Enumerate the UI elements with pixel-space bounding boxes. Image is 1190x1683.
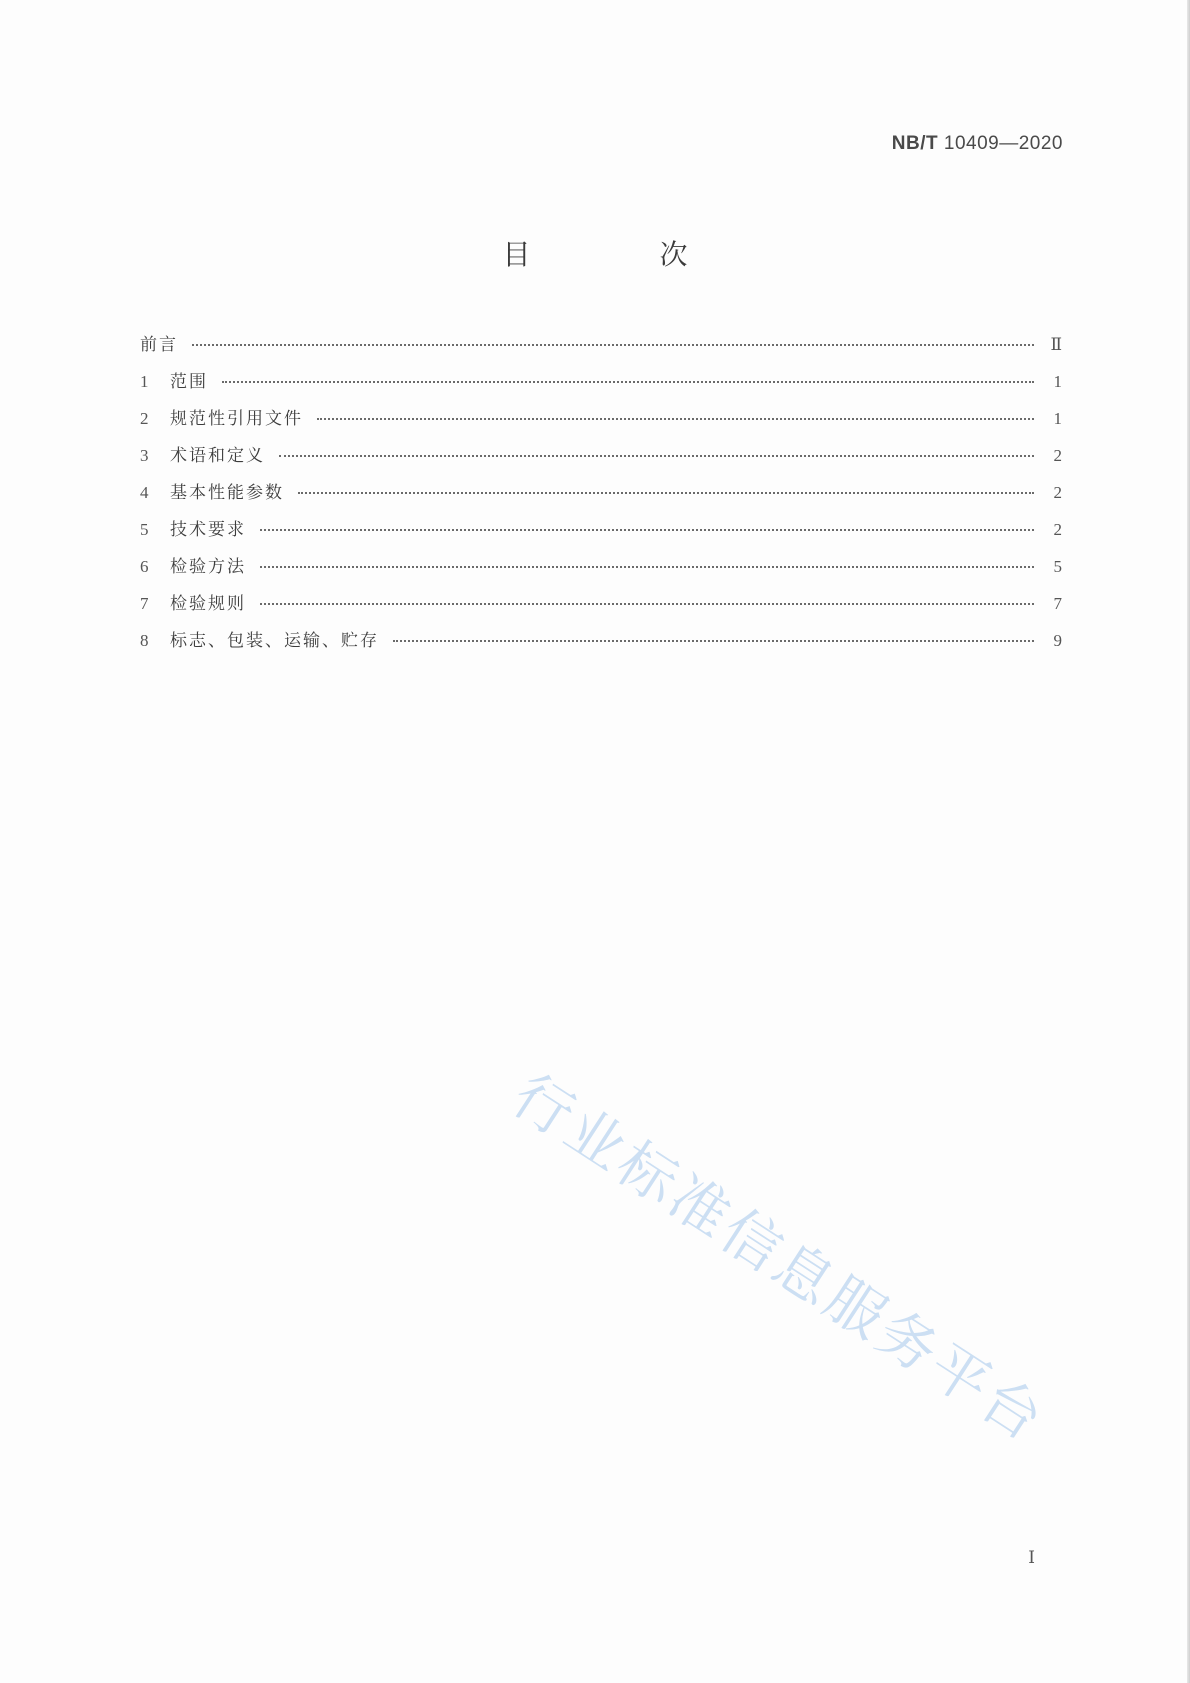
toc-entry-page: Ⅱ (1050, 335, 1062, 354)
toc-leader-dots (317, 418, 1034, 420)
table-of-contents (140, 330, 1062, 663)
document-code-number: 10409—2020 (943, 133, 1063, 154)
toc-leader-dots (393, 640, 1034, 642)
toc-entry-number: 1 (140, 372, 149, 391)
toc-leader-dots (192, 344, 1034, 346)
toc-entry-label: 技术要求 (170, 520, 246, 540)
toc-entry-foreword[interactable] (140, 330, 1062, 367)
toc-entry-page: 7 (1053, 594, 1062, 613)
toc-entry-test-methods[interactable] (140, 552, 1062, 589)
toc-entry-page: 5 (1053, 557, 1062, 576)
toc-entry-label: 基本性能参数 (170, 483, 284, 503)
toc-entry-number: 3 (140, 446, 149, 465)
toc-leader-dots (260, 603, 1034, 605)
toc-entry-terms-definitions[interactable] (140, 441, 1062, 478)
toc-entry-page: 9 (1053, 631, 1062, 650)
toc-entry-label: 检验规则 (170, 594, 246, 614)
watermark-text: 行业标准信息服务平台 (500, 1060, 1058, 1456)
toc-entry-marking-packaging[interactable] (140, 626, 1062, 663)
toc-leader-dots (222, 381, 1034, 383)
toc-title: 目 次 (502, 238, 748, 271)
page-number: Ⅰ (1028, 1548, 1035, 1567)
toc-entry-label: 前言 (140, 335, 178, 355)
toc-leader-dots (279, 455, 1034, 457)
toc-entry-page: 2 (1053, 483, 1062, 502)
toc-entry-label: 标志、包装、运输、贮存 (170, 631, 379, 651)
toc-entry-basic-parameters[interactable] (140, 478, 1062, 515)
toc-entry-number: 8 (140, 631, 149, 650)
toc-entry-label: 术语和定义 (170, 446, 265, 466)
toc-entry-page: 2 (1053, 446, 1062, 465)
toc-entry-technical-requirements[interactable] (140, 515, 1062, 552)
toc-entry-scope[interactable] (140, 367, 1062, 404)
document-code-prefix: NB/T (891, 133, 939, 154)
toc-entry-label: 规范性引用文件 (170, 409, 303, 429)
toc-entry-label: 检验方法 (170, 557, 246, 577)
toc-entry-inspection-rules[interactable] (140, 589, 1062, 626)
toc-entry-number: 5 (140, 520, 149, 539)
toc-entry-label: 范围 (170, 372, 208, 392)
toc-leader-dots (260, 529, 1034, 531)
toc-entry-page: 1 (1053, 409, 1062, 428)
toc-entry-number: 4 (140, 483, 149, 502)
toc-entry-page: 1 (1053, 372, 1062, 391)
toc-entry-number: 2 (140, 409, 149, 428)
toc-leader-dots (298, 492, 1034, 494)
toc-entry-number: 7 (140, 594, 149, 613)
toc-entry-number: 6 (140, 557, 149, 576)
toc-entry-normative-references[interactable] (140, 404, 1062, 441)
toc-entry-page: 2 (1053, 520, 1062, 539)
toc-leader-dots (260, 566, 1034, 568)
document-code (892, 133, 1063, 155)
